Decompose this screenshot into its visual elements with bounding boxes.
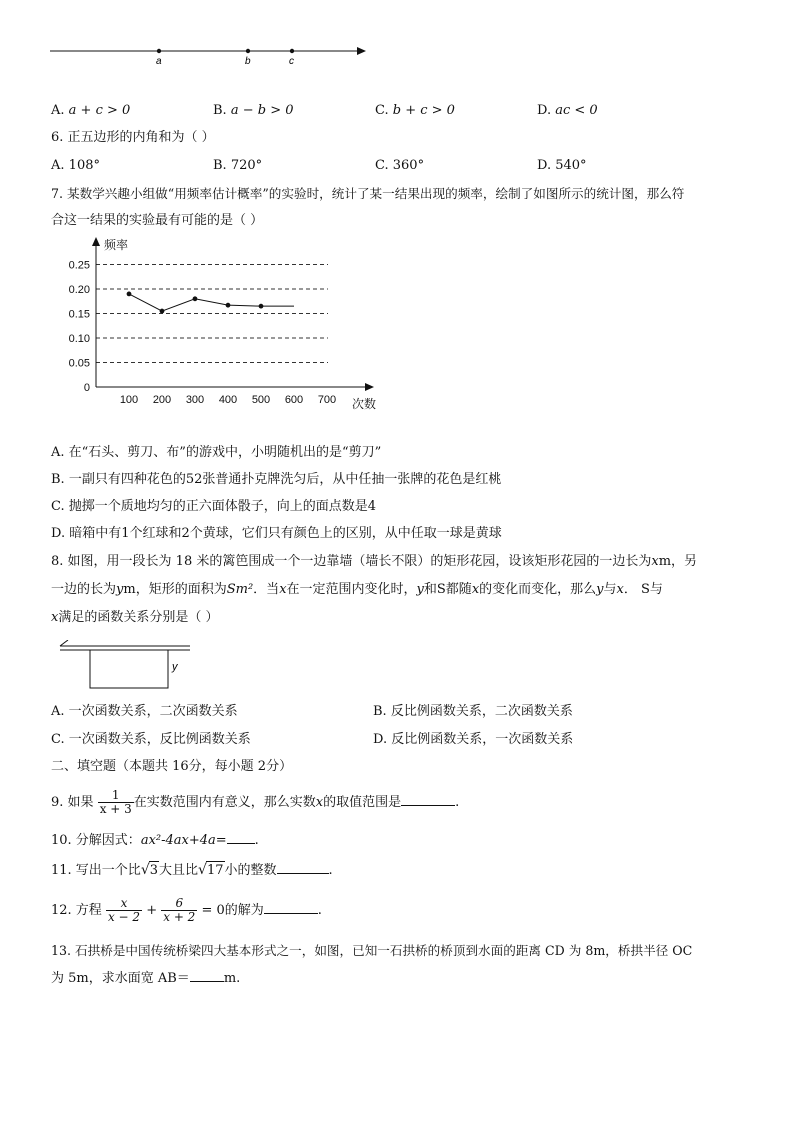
- text: ，另: [671, 554, 698, 569]
- q8-stem-line1: [51, 553, 697, 571]
- option-text: 720°: [230, 158, 263, 173]
- option-text: 360°: [392, 158, 425, 173]
- radicand: 3: [149, 863, 159, 878]
- denominator: x + 3: [99, 802, 132, 816]
- q8-option-c[interactable]: C. 一次函数关系，反比例函数关系: [51, 732, 251, 747]
- option-letter: A.: [51, 158, 65, 173]
- text: 11. 写出一个比: [51, 863, 141, 878]
- section-2-title: 二、填空题（本题共 16分，每小题 2分）: [51, 759, 293, 774]
- option-letter: C.: [375, 158, 389, 173]
- text: 的取值范围是: [323, 795, 402, 810]
- var-y: y: [416, 582, 424, 597]
- unit: m: [123, 582, 136, 597]
- var-y: y: [596, 582, 604, 597]
- q6-option-d[interactable]: [537, 157, 587, 175]
- x-axis-arrow-icon: [365, 383, 374, 391]
- text: 小的整数: [224, 863, 277, 878]
- option-expr: a − b > 0: [230, 103, 294, 118]
- var-x: x: [616, 582, 624, 597]
- x-axis-title: 次数: [352, 397, 377, 411]
- q11: [51, 861, 333, 880]
- figure-label-y: y: [172, 661, 178, 673]
- label-c: c: [289, 56, 294, 67]
- q13-line1: 13. 石拱桥是中国传统桥梁四大基本形式之一，如图，已知一石拱桥的桥顶到水面的距离 CD 为 8m，桥拱半径 OC: [51, 943, 693, 958]
- q5-option-a[interactable]: [51, 102, 130, 120]
- text: 为 5m，求水面宽 AB＝: [51, 971, 190, 986]
- q5-option-c[interactable]: [375, 102, 455, 120]
- text: 和S都随: [423, 582, 472, 597]
- denominator: x − 2: [107, 910, 141, 924]
- q7-stem-line1: 7. 某数学兴趣小组做“用频率估计概率”的实验时，统计了某一结果出现的频率，绘制了如图所示的统计图，那么符: [51, 186, 685, 201]
- q9: [51, 786, 459, 820]
- y-tick-label: 0.20: [68, 284, 90, 296]
- y-tick-label: 0.15: [68, 308, 90, 321]
- y-tick-label: 0: [83, 382, 90, 394]
- q12: [51, 894, 322, 928]
- label-b: b: [245, 56, 251, 67]
- option-text: 540°: [555, 158, 587, 173]
- q8-option-d[interactable]: D. 反比例函数关系，一次函数关系: [373, 732, 574, 747]
- plus-sign: +: [146, 903, 158, 918]
- y-axis-arrow-icon: [92, 237, 100, 246]
- y-tick-label: 0.25: [68, 259, 90, 272]
- text: .: [455, 795, 460, 810]
- text: 8. 如图，用一段长为 18 米的篱笆围成一个一边靠墙（墙长不限）的矩形花园，设该矩形花园的一边长为: [51, 554, 652, 569]
- text: m.: [223, 971, 241, 986]
- text: ．当: [253, 582, 280, 597]
- q7-option-a[interactable]: A. 在“石头、剪刀、布”的游戏中，小明随机出的是“剪刀”: [51, 445, 382, 460]
- option-text: 108°: [68, 158, 100, 173]
- y-tick-label: 0.10: [68, 333, 90, 345]
- area: Sm²: [226, 582, 254, 597]
- sqrt-icon: √: [140, 862, 150, 878]
- point-a: [157, 49, 161, 53]
- text: 9. 如果: [51, 795, 94, 810]
- unit: m: [658, 554, 672, 569]
- fraction-1: [106, 897, 142, 924]
- answer-blank[interactable]: [277, 873, 329, 874]
- q8-stem-line3: [51, 609, 218, 627]
- text: ，矩形的面积为: [135, 582, 227, 597]
- var-x: x: [279, 582, 287, 597]
- q5-option-b[interactable]: [213, 102, 294, 120]
- q6-option-a[interactable]: [51, 157, 100, 175]
- option-letter: D.: [537, 158, 552, 173]
- text: 一边的长为: [51, 582, 117, 597]
- data-point: [160, 309, 165, 314]
- answer-blank[interactable]: [401, 805, 455, 806]
- var-x: x: [315, 795, 324, 810]
- var-x: x: [51, 610, 59, 625]
- option-letter: D.: [537, 103, 552, 118]
- x-tick-label: 600: [284, 394, 304, 406]
- var-x: x: [471, 582, 480, 597]
- q7-stem-line2: 合这一结果的实验最有可能的是（ ）: [51, 213, 264, 228]
- x-tick-label: 400: [218, 394, 238, 406]
- x-tick-label: 300: [185, 394, 205, 406]
- text: .: [254, 833, 259, 848]
- option-expr: a + c > 0: [68, 103, 131, 118]
- y-axis-title: 频率: [104, 238, 129, 252]
- text: 在一定范围内变化时，: [286, 582, 417, 597]
- numerator: x: [106, 897, 142, 911]
- option-letter: B.: [213, 158, 227, 173]
- q6-option-c[interactable]: [375, 157, 424, 175]
- var-x: x: [651, 554, 659, 569]
- numerator: 6: [161, 897, 197, 911]
- radicand: 17: [206, 863, 224, 878]
- x-tick-label: 200: [152, 394, 172, 406]
- text: 大且比: [159, 863, 199, 878]
- fraction: [98, 789, 134, 816]
- label-a: a: [156, 56, 162, 67]
- text: .: [317, 903, 322, 918]
- answer-blank[interactable]: [227, 843, 255, 844]
- sqrt-icon: √: [198, 862, 207, 878]
- expression: ax²-4ax+4a=: [140, 833, 227, 848]
- q6-option-b[interactable]: [213, 157, 262, 175]
- option-letter: C.: [375, 103, 389, 118]
- data-point: [127, 292, 132, 297]
- text: 的解为: [224, 903, 264, 918]
- text: 在实数范围内有意义，那么实数: [133, 795, 316, 810]
- denominator: x + 2: [163, 910, 196, 924]
- q13-line2: [51, 970, 240, 988]
- text: 10. 分解因式：: [51, 833, 141, 848]
- x-tick-label: 100: [119, 394, 139, 406]
- q8-option-a[interactable]: A. 一次函数关系，二次函数关系: [51, 704, 238, 719]
- option-expr: b + c > 0: [392, 103, 455, 118]
- q7-option-b[interactable]: B. 一副只有四种花色的52张普通扑克牌洗匀后，从中任抽一张牌的花色是红桃: [51, 472, 502, 487]
- q7-option-d[interactable]: D. 暗箱中有1个红球和2个黄球，它们只有颜色上的区别，从中任取一球是黄球: [51, 526, 502, 541]
- q6-stem: 6. 正五边形的内角和为（ ）: [51, 130, 215, 145]
- text: ． S与: [623, 582, 663, 597]
- text: 与: [603, 582, 617, 597]
- q8-stem-line2: [51, 581, 663, 599]
- data-point: [193, 296, 198, 301]
- data-point: [226, 303, 231, 308]
- q10: [51, 832, 259, 850]
- option-letter: A.: [51, 103, 65, 118]
- text: 12. 方程: [51, 903, 102, 918]
- text: .: [328, 863, 333, 878]
- text: 的变化而变化，那么: [479, 582, 597, 597]
- y-tick-label: 0.05: [68, 357, 90, 370]
- x-tick-label: 500: [251, 394, 271, 406]
- series-line: [129, 294, 294, 311]
- numerator: 1: [98, 789, 134, 803]
- option-letter: B.: [213, 103, 227, 118]
- point-b: [246, 49, 250, 53]
- data-point: [259, 304, 264, 309]
- fence-figure: [58, 640, 198, 692]
- answer-blank[interactable]: [190, 981, 224, 982]
- point-c: [290, 49, 294, 53]
- q7-option-c[interactable]: C. 抛掷一个质地均匀的正六面体骰子，向上的面点数是4: [51, 499, 377, 514]
- x-tick-label: 700: [317, 394, 337, 406]
- equals: = 0: [201, 903, 225, 918]
- option-expr: ac < 0: [555, 103, 598, 118]
- q8-option-b[interactable]: B. 反比例函数关系，二次函数关系: [373, 704, 573, 719]
- text: 满足的函数关系分别是（ ）: [58, 610, 219, 625]
- fraction-2: [161, 897, 197, 924]
- q5-option-d[interactable]: [537, 102, 598, 120]
- var-y: y: [116, 582, 124, 597]
- frequency-chart: [60, 234, 390, 414]
- answer-blank[interactable]: [264, 913, 318, 914]
- number-line: [48, 40, 378, 70]
